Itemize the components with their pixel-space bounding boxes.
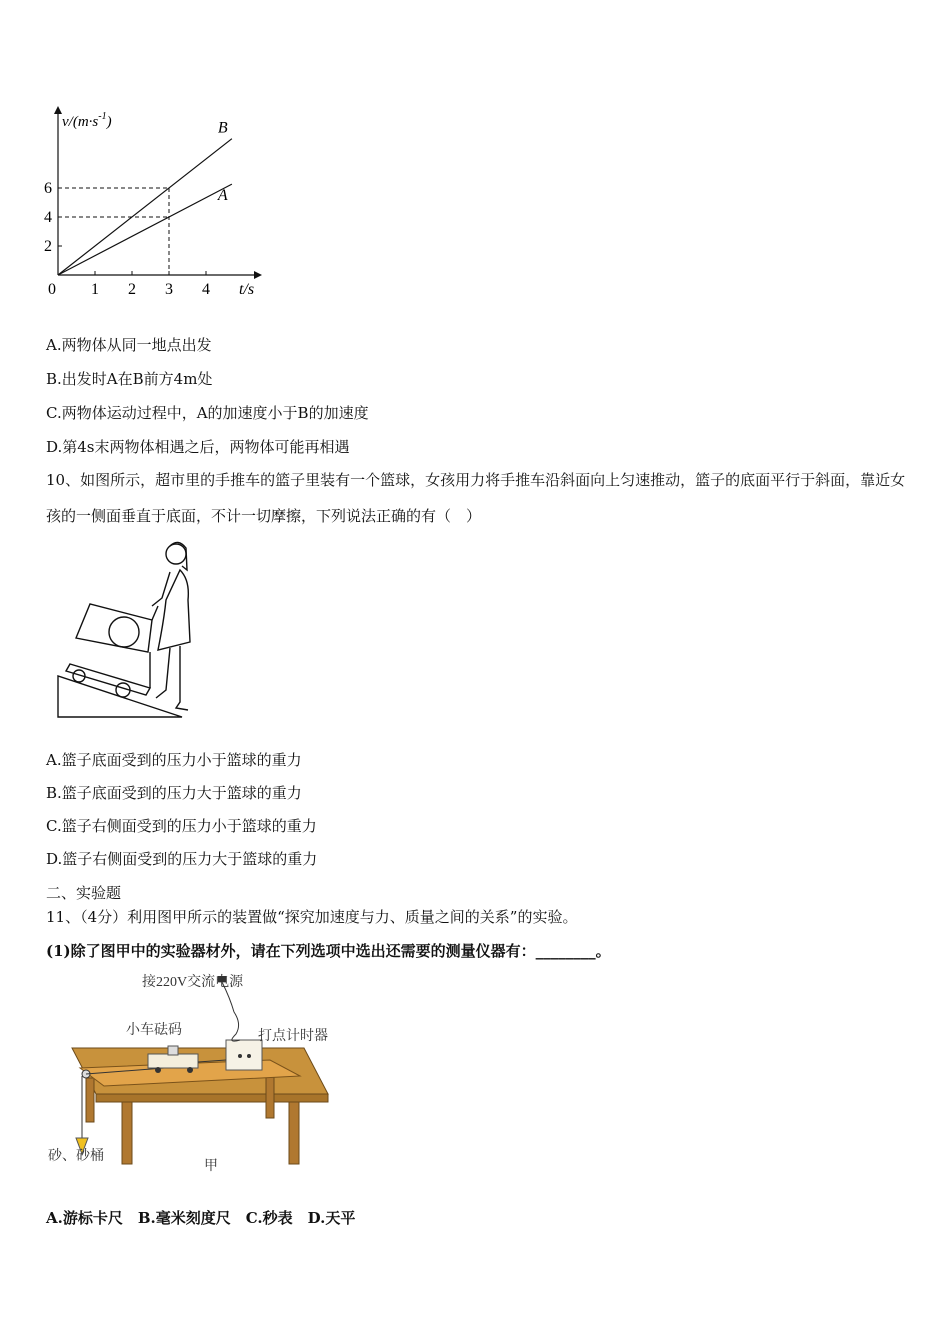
q10-option-d: D.篮子右侧面受到的压力大于篮球的重力 (46, 850, 318, 868)
y-tick-label-6: 6 (44, 180, 52, 197)
x-axis-label: t/s (239, 281, 255, 298)
bucket-label: 砂、砂桶 (48, 1149, 104, 1164)
y-axis-arrow (54, 106, 62, 114)
origin-label: 0 (48, 281, 56, 298)
section-heading: 二、实验题 (46, 884, 122, 902)
q9-option-d: D.第4s末两物体相遇之后，两物体可能再相遇 (46, 438, 350, 456)
x-axis-arrow (254, 271, 262, 279)
q9-option-a: A.两物体从同一地点出发 (46, 336, 212, 354)
y-tick-label-2: 2 (44, 238, 52, 255)
x-tick-label-3: 3 (165, 281, 173, 298)
q10-option-c: C.篮子右侧面受到的压力小于篮球的重力 (46, 817, 317, 835)
series-line-b (58, 139, 232, 275)
power-label: 接220V交流电源 (142, 975, 244, 990)
y-tick-label-4: 4 (44, 209, 52, 226)
x-tick-label-1: 1 (91, 281, 99, 298)
q10-option-b: B.篮子底面受到的压力大于篮球的重力 (46, 784, 302, 802)
q10-option-a: A.篮子底面受到的压力小于篮球的重力 (46, 751, 302, 769)
cart-label: 小车砝码 (126, 1023, 182, 1038)
vt-graph (40, 100, 280, 305)
shopping-cart-figure (52, 540, 202, 722)
q9-option-b: B.出发时A在B前方4m处 (46, 370, 213, 388)
y-axis-label: $v/(m\cdot s^{-1})$ (62, 111, 112, 130)
series-label-b: B (217, 119, 228, 137)
q11-part1: (1)除了图甲中的实验器材外，请在下列选项中选出还需要的测量仪器有：________。 (46, 942, 611, 960)
series-label-a: A (217, 187, 228, 205)
q11-options: A.游标卡尺 B.毫米刻度尺 C.秒表 D.天平 (46, 1209, 356, 1227)
q10-question: 10、如图所示，超市里的手推车的篮子里装有一个篮球，女孩用力将手推车沿斜面向上匀速推动，篮子的底面平行于斜面，靠近女孩的一侧面垂直于底面，不计一切摩擦，下列说法正确的有（ ） (46, 471, 906, 525)
timer-label: 打点计时器 (258, 1029, 328, 1044)
x-tick-label-4: 4 (202, 281, 210, 298)
x-tick-label-2: 2 (128, 281, 136, 298)
lab-apparatus-figure (44, 968, 344, 1178)
q9-option-c: C.两物体运动过程中，A的加速度小于B的加速度 (46, 404, 369, 422)
q11-intro: 11、（4分）利用图甲所示的装置做“探究加速度与力、质量之间的关系”的实验。 (46, 908, 578, 926)
series-line-a (58, 184, 232, 275)
figure-caption: 甲 (204, 1159, 218, 1174)
